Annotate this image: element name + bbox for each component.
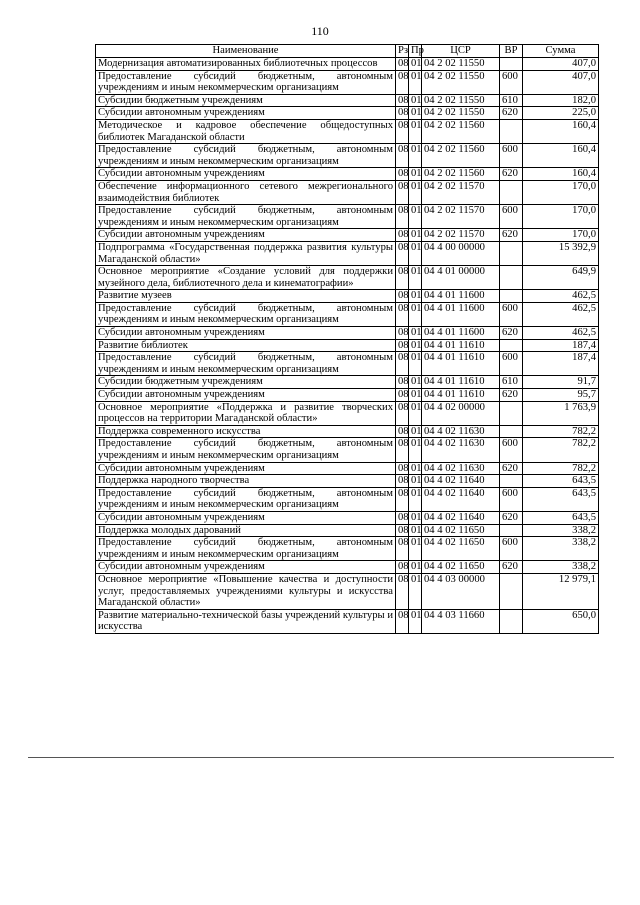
cell-vr xyxy=(500,339,523,352)
cell-vr: 600 xyxy=(500,537,523,561)
cell-csr: 04 2 02 11570 xyxy=(422,180,500,204)
cell-sum: 1 763,9 xyxy=(523,401,599,425)
cell-csr: 04 4 02 11650 xyxy=(422,537,500,561)
cell-sum: 170,0 xyxy=(523,205,599,229)
cell-rz: 08 xyxy=(396,352,409,376)
cell-pr: 01 xyxy=(409,229,422,242)
cell-vr xyxy=(500,573,523,609)
table-body xyxy=(96,58,599,634)
cell-sum: 462,5 xyxy=(523,327,599,340)
cell-sum: 160,4 xyxy=(523,168,599,181)
cell-name: Субсидии бюджетным учреждениям xyxy=(96,94,396,107)
cell-pr: 01 xyxy=(409,302,422,326)
cell-name: Поддержка народного творчества xyxy=(96,475,396,488)
cell-rz: 08 xyxy=(396,144,409,168)
cell-sum: 160,4 xyxy=(523,144,599,168)
cell-rz: 08 xyxy=(396,524,409,537)
cell-csr: 04 4 02 00000 xyxy=(422,401,500,425)
cell-pr: 01 xyxy=(409,119,422,143)
cell-csr: 04 4 02 11640 xyxy=(422,487,500,511)
cell-rz: 08 xyxy=(396,58,409,71)
cell-sum: 650,0 xyxy=(523,609,599,633)
cell-rz: 08 xyxy=(396,327,409,340)
cell-csr: 04 4 01 11610 xyxy=(422,389,500,402)
page-number: 110 xyxy=(311,24,329,38)
table-row xyxy=(96,425,599,438)
cell-pr: 01 xyxy=(409,462,422,475)
cell-sum: 338,2 xyxy=(523,537,599,561)
cell-name: Субсидии автономным учреждениям xyxy=(96,561,396,574)
table-row xyxy=(96,389,599,402)
cell-vr xyxy=(500,119,523,143)
table-row xyxy=(96,107,599,120)
cell-name: Предоставление субсидий бюджетным, автономным учреждениям и иным некоммерческим организациям xyxy=(96,144,396,168)
cell-rz: 08 xyxy=(396,389,409,402)
cell-vr xyxy=(500,58,523,71)
cell-rz: 08 xyxy=(396,425,409,438)
cell-sum: 160,4 xyxy=(523,119,599,143)
cell-pr: 01 xyxy=(409,144,422,168)
cell-pr: 01 xyxy=(409,339,422,352)
cell-vr: 610 xyxy=(500,94,523,107)
table-row xyxy=(96,401,599,425)
cell-name: Предоставление субсидий бюджетным, автономным учреждениям и иным некоммерческим организациям xyxy=(96,438,396,462)
table-row xyxy=(96,58,599,71)
cell-rz: 08 xyxy=(396,573,409,609)
cell-name: Предоставление субсидий бюджетным, автономным учреждениям и иным некоммерческим организациям xyxy=(96,487,396,511)
cell-vr xyxy=(500,266,523,290)
cell-pr: 01 xyxy=(409,573,422,609)
table-row xyxy=(96,339,599,352)
table-row xyxy=(96,609,599,633)
cell-csr: 04 4 01 11600 xyxy=(422,302,500,326)
cell-name: Субсидии автономным учреждениям xyxy=(96,168,396,181)
cell-vr: 620 xyxy=(500,389,523,402)
table-row xyxy=(96,438,599,462)
cell-name: Развитие музеев xyxy=(96,290,396,303)
cell-name: Субсидии автономным учреждениям xyxy=(96,389,396,402)
cell-name: Основное мероприятие «Поддержка и развитие творческих процессов на территории Магаданской области» xyxy=(96,401,396,425)
cell-sum: 782,2 xyxy=(523,438,599,462)
cell-vr: 600 xyxy=(500,487,523,511)
cell-pr: 01 xyxy=(409,425,422,438)
cell-name: Развитие библиотек xyxy=(96,339,396,352)
table-row xyxy=(96,327,599,340)
cell-sum: 182,0 xyxy=(523,94,599,107)
cell-sum: 187,4 xyxy=(523,352,599,376)
table-row xyxy=(96,205,599,229)
cell-sum: 91,7 xyxy=(523,376,599,389)
cell-pr: 01 xyxy=(409,327,422,340)
table-row xyxy=(96,573,599,609)
cell-rz: 08 xyxy=(396,462,409,475)
cell-pr: 01 xyxy=(409,70,422,94)
cell-pr: 01 xyxy=(409,290,422,303)
cell-vr xyxy=(500,425,523,438)
page-divider xyxy=(28,757,614,758)
cell-csr: 04 2 02 11560 xyxy=(422,168,500,181)
cell-name: Предоставление субсидий бюджетным, автономным учреждениям и иным некоммерческим организациям xyxy=(96,352,396,376)
cell-rz: 08 xyxy=(396,94,409,107)
cell-csr: 04 4 02 11630 xyxy=(422,425,500,438)
cell-vr: 620 xyxy=(500,168,523,181)
table-row xyxy=(96,524,599,537)
cell-rz: 08 xyxy=(396,168,409,181)
cell-csr: 04 4 01 11610 xyxy=(422,352,500,376)
cell-rz: 08 xyxy=(396,487,409,511)
table-row xyxy=(96,94,599,107)
cell-name: Обеспечение информационного сетевого межрегионального взаимодействия библиотек xyxy=(96,180,396,204)
cell-pr: 01 xyxy=(409,376,422,389)
cell-vr xyxy=(500,609,523,633)
table-row xyxy=(96,511,599,524)
cell-sum: 782,2 xyxy=(523,425,599,438)
cell-pr: 01 xyxy=(409,438,422,462)
cell-name: Субсидии автономным учреждениям xyxy=(96,462,396,475)
cell-sum: 338,2 xyxy=(523,561,599,574)
cell-vr xyxy=(500,475,523,488)
column-header-name: Наименование xyxy=(96,45,396,58)
cell-rz: 08 xyxy=(396,302,409,326)
cell-vr xyxy=(500,401,523,425)
column-header-rz: Рз xyxy=(396,45,409,58)
cell-csr: 04 4 01 00000 xyxy=(422,266,500,290)
cell-vr: 600 xyxy=(500,302,523,326)
table-row xyxy=(96,290,599,303)
cell-sum: 170,0 xyxy=(523,180,599,204)
cell-name: Методическое и кадровое обеспечение общедоступных библиотек Магаданской области xyxy=(96,119,396,143)
cell-sum: 407,0 xyxy=(523,70,599,94)
cell-rz: 08 xyxy=(396,180,409,204)
cell-pr: 01 xyxy=(409,180,422,204)
table-row xyxy=(96,241,599,265)
table-row xyxy=(96,119,599,143)
cell-csr: 04 2 02 11550 xyxy=(422,107,500,120)
cell-name: Поддержка современного искусства xyxy=(96,425,396,438)
cell-name: Поддержка молодых дарований xyxy=(96,524,396,537)
cell-csr: 04 4 02 11650 xyxy=(422,561,500,574)
cell-csr: 04 2 02 11560 xyxy=(422,144,500,168)
cell-rz: 08 xyxy=(396,511,409,524)
cell-csr: 04 2 02 11550 xyxy=(422,70,500,94)
cell-csr: 04 4 02 11640 xyxy=(422,475,500,488)
column-header-csr: ЦСР xyxy=(422,45,500,58)
cell-csr: 04 4 00 00000 xyxy=(422,241,500,265)
cell-name: Предоставление субсидий бюджетным, автономным учреждениям и иным некоммерческим организациям xyxy=(96,302,396,326)
cell-sum: 782,2 xyxy=(523,462,599,475)
cell-rz: 08 xyxy=(396,266,409,290)
cell-vr: 600 xyxy=(500,205,523,229)
cell-sum: 225,0 xyxy=(523,107,599,120)
cell-rz: 08 xyxy=(396,241,409,265)
cell-vr: 610 xyxy=(500,376,523,389)
cell-rz: 08 xyxy=(396,537,409,561)
cell-pr: 01 xyxy=(409,561,422,574)
cell-rz: 08 xyxy=(396,229,409,242)
cell-name: Предоставление субсидий бюджетным, автономным учреждениям и иным некоммерческим организациям xyxy=(96,205,396,229)
cell-sum: 338,2 xyxy=(523,524,599,537)
cell-rz: 08 xyxy=(396,609,409,633)
cell-vr xyxy=(500,241,523,265)
cell-vr: 620 xyxy=(500,327,523,340)
cell-name: Модернизация автоматизированных библиотечных процессов xyxy=(96,58,396,71)
cell-vr xyxy=(500,180,523,204)
cell-csr: 04 2 02 11560 xyxy=(422,119,500,143)
cell-csr: 04 4 02 11650 xyxy=(422,524,500,537)
cell-rz: 08 xyxy=(396,107,409,120)
cell-vr: 600 xyxy=(500,144,523,168)
cell-pr: 01 xyxy=(409,401,422,425)
cell-sum: 462,5 xyxy=(523,302,599,326)
cell-pr: 01 xyxy=(409,352,422,376)
column-header-sum: Сумма xyxy=(523,45,599,58)
cell-sum: 643,5 xyxy=(523,475,599,488)
cell-sum: 649,9 xyxy=(523,266,599,290)
cell-pr: 01 xyxy=(409,205,422,229)
cell-name: Предоставление субсидий бюджетным, автономным учреждениям и иным некоммерческим организациям xyxy=(96,537,396,561)
table-row xyxy=(96,229,599,242)
table-row xyxy=(96,475,599,488)
cell-rz: 08 xyxy=(396,205,409,229)
cell-pr: 01 xyxy=(409,609,422,633)
cell-name: Субсидии автономным учреждениям xyxy=(96,229,396,242)
cell-name: Предоставление субсидий бюджетным, автономным учреждениям и иным некоммерческим организациям xyxy=(96,70,396,94)
cell-name: Основное мероприятие «Повышение качества и доступности услуг, предоставляемых учреждениями культуры и искусства Магаданской области» xyxy=(96,573,396,609)
table-header-row xyxy=(96,45,599,58)
cell-name: Субсидии бюджетным учреждениям xyxy=(96,376,396,389)
cell-vr: 620 xyxy=(500,462,523,475)
column-header-vr: ВР xyxy=(500,45,523,58)
cell-name: Субсидии автономным учреждениям xyxy=(96,107,396,120)
table-row xyxy=(96,302,599,326)
table-row xyxy=(96,266,599,290)
cell-sum: 12 979,1 xyxy=(523,573,599,609)
cell-sum: 187,4 xyxy=(523,339,599,352)
cell-csr: 04 4 02 11640 xyxy=(422,511,500,524)
cell-csr: 04 2 02 11570 xyxy=(422,229,500,242)
cell-pr: 01 xyxy=(409,511,422,524)
cell-pr: 01 xyxy=(409,168,422,181)
cell-csr: 04 4 03 11660 xyxy=(422,609,500,633)
cell-pr: 01 xyxy=(409,475,422,488)
table-row xyxy=(96,144,599,168)
cell-pr: 01 xyxy=(409,94,422,107)
budget-table xyxy=(95,44,599,634)
column-header-pr: Пр xyxy=(409,45,422,58)
cell-vr: 620 xyxy=(500,229,523,242)
cell-pr: 01 xyxy=(409,266,422,290)
cell-rz: 08 xyxy=(396,376,409,389)
table-row xyxy=(96,180,599,204)
cell-sum: 643,5 xyxy=(523,487,599,511)
table-row xyxy=(96,537,599,561)
cell-pr: 01 xyxy=(409,389,422,402)
cell-csr: 04 4 01 11600 xyxy=(422,327,500,340)
cell-sum: 170,0 xyxy=(523,229,599,242)
table-row xyxy=(96,352,599,376)
cell-sum: 95,7 xyxy=(523,389,599,402)
cell-vr: 600 xyxy=(500,70,523,94)
cell-csr: 04 4 01 11610 xyxy=(422,339,500,352)
cell-rz: 08 xyxy=(396,70,409,94)
cell-vr xyxy=(500,524,523,537)
cell-vr: 620 xyxy=(500,511,523,524)
cell-csr: 04 4 01 11610 xyxy=(422,376,500,389)
cell-csr: 04 2 02 11550 xyxy=(422,94,500,107)
table-row xyxy=(96,561,599,574)
cell-csr: 04 4 03 00000 xyxy=(422,573,500,609)
cell-name: Субсидии автономным учреждениям xyxy=(96,511,396,524)
cell-rz: 08 xyxy=(396,475,409,488)
cell-name: Подпрограмма «Государственная поддержка развития культуры Магаданской области» xyxy=(96,241,396,265)
table-row xyxy=(96,376,599,389)
cell-pr: 01 xyxy=(409,107,422,120)
cell-pr: 01 xyxy=(409,524,422,537)
cell-rz: 08 xyxy=(396,438,409,462)
cell-csr: 04 2 02 11550 xyxy=(422,58,500,71)
cell-vr: 600 xyxy=(500,352,523,376)
cell-name: Основное мероприятие «Создание условий для поддержки музейного дела, библиотечного дела и кинематографии» xyxy=(96,266,396,290)
table-row xyxy=(96,168,599,181)
cell-pr: 01 xyxy=(409,58,422,71)
cell-rz: 08 xyxy=(396,119,409,143)
cell-vr: 620 xyxy=(500,107,523,120)
cell-rz: 08 xyxy=(396,561,409,574)
cell-vr: 620 xyxy=(500,561,523,574)
cell-csr: 04 4 02 11630 xyxy=(422,438,500,462)
cell-csr: 04 4 01 11600 xyxy=(422,290,500,303)
cell-rz: 08 xyxy=(396,290,409,303)
table-row xyxy=(96,70,599,94)
cell-rz: 08 xyxy=(396,401,409,425)
cell-pr: 01 xyxy=(409,241,422,265)
cell-csr: 04 4 02 11630 xyxy=(422,462,500,475)
cell-sum: 643,5 xyxy=(523,511,599,524)
cell-vr xyxy=(500,290,523,303)
cell-pr: 01 xyxy=(409,487,422,511)
table-row xyxy=(96,462,599,475)
cell-csr: 04 2 02 11570 xyxy=(422,205,500,229)
cell-sum: 15 392,9 xyxy=(523,241,599,265)
cell-vr: 600 xyxy=(500,438,523,462)
cell-rz: 08 xyxy=(396,339,409,352)
cell-sum: 462,5 xyxy=(523,290,599,303)
table-row xyxy=(96,487,599,511)
cell-sum: 407,0 xyxy=(523,58,599,71)
cell-pr: 01 xyxy=(409,537,422,561)
cell-name: Субсидии автономным учреждениям xyxy=(96,327,396,340)
cell-name: Развитие материально-технической базы учреждений культуры и искусства xyxy=(96,609,396,633)
